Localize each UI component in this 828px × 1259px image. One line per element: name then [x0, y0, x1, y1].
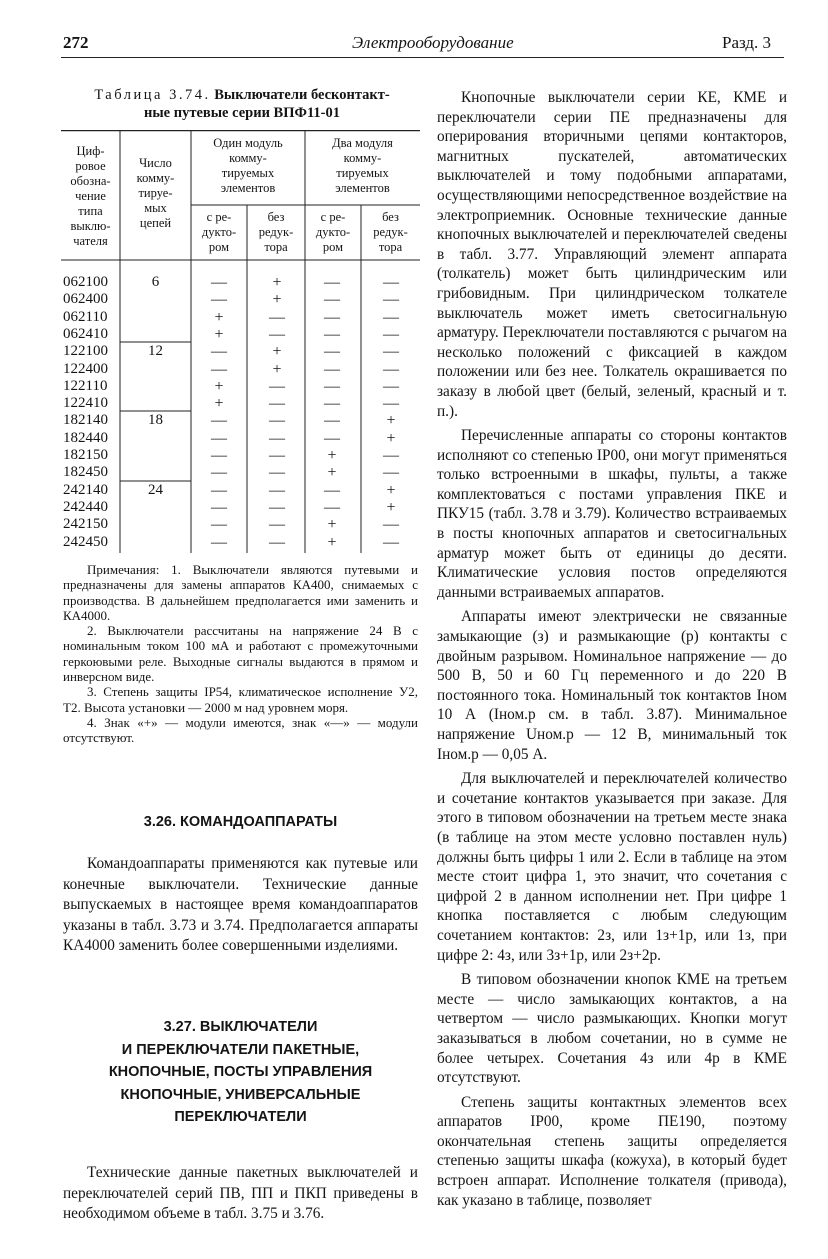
- module-present-mark: +: [272, 360, 282, 378]
- header-two-modules-line: Два модуля: [332, 136, 393, 150]
- module-present-mark: +: [386, 481, 396, 499]
- module-absent-mark: —: [269, 429, 285, 447]
- section-327-heading-line: КНОПОЧНЫЕ, ПОСТЫ УПРАВЛЕНИЯ: [108, 1064, 373, 1080]
- module-absent-mark: —: [211, 464, 227, 482]
- type-code: 122110: [63, 377, 108, 394]
- table-caption-title-2: ные путевые серии ВПФ11-01: [144, 105, 340, 121]
- module-absent-mark: —: [383, 291, 399, 309]
- module-absent-mark: —: [269, 308, 285, 326]
- header-code: [61, 144, 120, 249]
- module-absent-mark: —: [269, 498, 285, 516]
- paragraph: Аппараты имеют электрически не связанные замыкающие (з) и размыкающие (р) контакты с двойным разрывом. Номинальное напряжение — до 500 В, 50 и 60 Гц переменного и до 220 В постоянного тока. Номинальный ток контактов Iном 10 А (Iном.р см. в табл. 3.87). Минимальное напряжение Uном.р — 12 В, минимальный ток Iном.р — 0,05 А.: [437, 608, 787, 763]
- header-with-reducer-line: с ре-: [320, 210, 346, 224]
- table-caption: [66, 86, 418, 122]
- module-present-mark: +: [272, 291, 282, 309]
- module-absent-mark: —: [211, 360, 227, 378]
- module-absent-mark: —: [383, 360, 399, 378]
- module-absent-mark: —: [269, 412, 285, 430]
- module-absent-mark: —: [383, 274, 399, 291]
- module-absent-mark: —: [269, 447, 285, 464]
- type-code: 122410: [63, 395, 108, 412]
- module-absent-mark: —: [383, 377, 399, 395]
- module-present-mark: +: [214, 377, 224, 395]
- module-absent-mark: —: [211, 343, 227, 361]
- module-absent-mark: —: [211, 447, 227, 464]
- header-code-line: выклю-: [70, 219, 111, 233]
- type-code: 122100: [63, 343, 108, 360]
- module-present-mark: +: [327, 516, 337, 534]
- header-with-reducer-line: дукто-: [201, 225, 237, 239]
- section-327-heading-line: 3.27. ВЫКЛЮЧАТЕЛИ: [163, 1019, 318, 1035]
- module-absent-mark: —: [383, 395, 399, 413]
- header-count-line: цепей: [139, 216, 172, 230]
- circuit-count: 24: [148, 481, 163, 498]
- type-code: 062400: [63, 291, 108, 308]
- module-present-mark: +: [327, 533, 337, 551]
- module-absent-mark: —: [383, 516, 399, 534]
- header-with-reducer-line: дукто-: [315, 225, 351, 239]
- module-absent-mark: —: [269, 464, 285, 482]
- header-code-line: Циф-: [76, 144, 105, 158]
- module-absent-mark: —: [211, 481, 227, 499]
- module-absent-mark: —: [324, 481, 340, 499]
- paragraph: Перечисленные аппараты со стороны контактов исполняют со степенью IP00, они могут применяться только встроенными в шкафы, пульты, а также комплектоваться с постами управления ПКЕ и ПКУ15 (табл. 3.78 и 3.79). Количество встраиваемых в посты кнопочных аппаратов и светосигнальных арматур может быть от единицы до десяти. Климатические условия постов определяются данными встраиваемых аппаратов.: [437, 427, 787, 601]
- type-code: 242450: [63, 533, 108, 550]
- header-one-module-line: тируемых: [221, 166, 275, 180]
- page-number: 272: [63, 33, 89, 52]
- module-absent-mark: —: [383, 447, 399, 464]
- switch-table: [61, 130, 420, 553]
- module-absent-mark: —: [324, 325, 340, 343]
- header-without-reducer-line: без: [382, 210, 399, 224]
- header-code-line: чение: [75, 189, 106, 203]
- type-code: 182450: [63, 464, 108, 481]
- table-note: Примечания: 1. Выключатели являются путевыми и предназначены для замены аппаратов КА400, снимаемых с производства. В дальнейшем предполагается ими заменить и КА4000.: [63, 562, 418, 623]
- section-327-heading-line: ПЕРЕКЛЮЧАТЕЛИ: [174, 1109, 307, 1125]
- header-with-reducer-line: ром: [208, 240, 230, 254]
- header-with-reducer: [191, 210, 247, 255]
- module-present-mark: +: [272, 343, 282, 361]
- section-327-text: Технические данные пакетных выключателей и переключателей серий ПВ, ПП и ПКП приведены в необходимом объеме в табл. 3.75 и 3.76.: [63, 1164, 418, 1222]
- header-count-line: Число: [139, 156, 172, 170]
- header-without-reducer-line: тора: [264, 240, 288, 254]
- section-327-heading-line: КНОПОЧНЫЕ, УНИВЕРСАЛЬНЫЕ: [120, 1086, 361, 1103]
- module-present-mark: +: [386, 498, 396, 516]
- header-one-module-line: Один модуль: [213, 136, 283, 150]
- module-absent-mark: —: [269, 377, 285, 395]
- header-count: [120, 156, 191, 231]
- table-caption-title-1: Выключатели бесконтакт-: [214, 87, 390, 103]
- module-absent-mark: —: [324, 395, 340, 413]
- header-without-reducer: [361, 210, 420, 255]
- header-code-line: чателя: [73, 234, 108, 248]
- section-label: Разд. 3: [722, 33, 772, 52]
- type-code: 182140: [63, 412, 108, 429]
- module-absent-mark: —: [324, 308, 340, 326]
- module-present-mark: +: [327, 447, 337, 464]
- header-one-module-line: комму-: [229, 151, 267, 165]
- table-notes: [63, 562, 418, 746]
- module-present-mark: +: [214, 325, 224, 343]
- type-code: 182150: [63, 447, 108, 463]
- circuit-count: 12: [148, 343, 163, 360]
- running-title: Электрооборудование: [352, 33, 514, 52]
- header-two-modules: [305, 136, 420, 196]
- module-absent-mark: —: [324, 498, 340, 516]
- type-code: 062110: [63, 308, 108, 325]
- module-absent-mark: —: [211, 412, 227, 430]
- module-absent-mark: —: [269, 481, 285, 499]
- type-code: 062410: [63, 325, 108, 342]
- section-327-heading-line: И ПЕРЕКЛЮЧАТЕЛИ ПАКЕТНЫЕ,: [121, 1041, 360, 1058]
- header-code-line: ровое: [75, 159, 106, 173]
- module-absent-mark: —: [269, 533, 285, 551]
- paragraph: Степень защиты контактных элементов всех аппаратов IP00, кроме ПЕ190, поэтому окончательная степень защиты определяется степенью защиты шкафа (кожуха), в который будет встроен аппарат. Исполнение толкателя (привода), как указано в таблице, позволяет: [437, 1093, 787, 1209]
- module-absent-mark: —: [269, 516, 285, 534]
- section-326-text: Командоаппараты применяются как путевые или конечные выключатели. Технические данные выпускаемых в настоящее время командоаппаратов указаны в табл. 3.73 и 3.74. Предполагается аппараты КА4000 заменить более совершенными изделиями.: [63, 855, 418, 954]
- module-absent-mark: —: [324, 274, 340, 291]
- circuit-count: 18: [148, 412, 163, 429]
- header-code-line: типа: [78, 204, 103, 218]
- circuit-count: 6: [151, 274, 160, 290]
- header-without-reducer-line: без: [267, 210, 285, 224]
- module-absent-mark: —: [383, 325, 399, 343]
- module-absent-mark: —: [211, 516, 227, 534]
- module-absent-mark: —: [211, 291, 227, 309]
- paragraph: В типовом обозначении кнопок КМЕ на третьем месте — число замыкающих контактов, а на четвертом — число размыкающих. Кнопки могут заказываться в любом сочетании, но в сумме не более четырех. Сочетания 4з или 4р в КМЕ отсутствуют.: [437, 971, 787, 1087]
- header-with-reducer: [305, 210, 361, 255]
- module-absent-mark: —: [324, 291, 340, 309]
- module-absent-mark: —: [211, 429, 227, 447]
- header-two-modules-line: комму-: [343, 151, 382, 165]
- type-code: 062100: [63, 274, 108, 290]
- header-two-modules-line: тируемых: [336, 166, 389, 180]
- table-note: 3. Степень защиты IP54, климатическое исполнение У2, Т2. Высота установки — 2000 м над уровнем моря.: [63, 684, 418, 715]
- module-absent-mark: —: [383, 308, 399, 326]
- module-present-mark: +: [327, 464, 337, 482]
- table-caption-label: Таблица 3.74.: [94, 87, 211, 103]
- type-code: 242440: [63, 498, 108, 515]
- table-note: 4. Знак «+» — модули имеются, знак «—» — модули отсутствуют.: [63, 714, 418, 746]
- module-absent-mark: —: [383, 343, 399, 361]
- header-count-line: комму-: [136, 171, 175, 185]
- right-column: [437, 88, 787, 1210]
- header-with-reducer-line: с ре-: [206, 210, 232, 224]
- module-absent-mark: —: [269, 325, 285, 343]
- module-absent-mark: —: [211, 274, 227, 291]
- paragraph: Для выключателей и переключателей количество и сочетание контактов указывается при заказе. Для этого в типовом обозначении на третьем месте знака (в таблице на этом месте условно поставлен нуль) должны быть цифры 1 или 2. Если в таблице на этом месте стоит цифра 1, это значит, что сочетания с цифрой 2 в данном исполнении нет. При цифре 1 кнопка поставляется с любым следующим сочетанием контактов: 2з, или 1з+1р, или 1з, при цифре 2: 4з, или 3з+1р, или 2з+2р.: [437, 770, 787, 964]
- header-without-reducer-line: редук-: [373, 225, 408, 239]
- header-with-reducer-line: ром: [322, 240, 344, 254]
- header-without-reducer-line: тора: [378, 240, 403, 254]
- type-code: 122400: [63, 360, 108, 377]
- table-note: 2. Выключатели рассчитаны на напряжение 24 В с номинальным током 100 мА и работают с промежуточными геркоювыми реле. Выходные сигналы выдаются в прямом и инверсном виде.: [63, 623, 418, 685]
- type-code: 242150: [63, 516, 108, 533]
- module-absent-mark: —: [324, 343, 340, 361]
- module-absent-mark: —: [269, 395, 285, 413]
- module-absent-mark: —: [324, 412, 340, 430]
- header-count-line: тируе-: [138, 186, 173, 200]
- header-code-line: обозна-: [70, 174, 111, 188]
- module-absent-mark: —: [324, 429, 340, 447]
- type-code: 242140: [63, 481, 108, 498]
- type-code: 182440: [63, 429, 108, 446]
- module-present-mark: +: [214, 395, 224, 413]
- module-present-mark: +: [386, 412, 396, 430]
- header-one-module-line: элементов: [220, 181, 276, 195]
- module-absent-mark: —: [211, 533, 227, 551]
- header-without-reducer: [247, 210, 305, 255]
- header-two-modules-line: элементов: [335, 181, 390, 195]
- module-absent-mark: —: [324, 377, 340, 395]
- section-327-heading: [63, 1016, 418, 1129]
- module-present-mark: +: [386, 429, 396, 447]
- header-count-line: мых: [144, 201, 167, 215]
- module-absent-mark: —: [383, 464, 399, 482]
- paragraph: Кнопочные выключатели серии КЕ, КМЕ и переключатели серии ПЕ предназначены для оперирования вторичными цепями контакторов, магнитных пускателей, автоматических выключателей и тому подобными аппаратами, осуществляющими непосредственное воздействие на электроприемник. Основные технические данные кнопочных выключателей и переключателей сведены в табл. 3.77. Управляющий элемент аппарата (толкатель) может быть цилиндрическим или грибовидным. При цилиндрическом толкателе выключатель может иметь светосигнальную арматуру. Переключатели поставляются с рычагом на несколько положений с фиксацией в каждом положении или без нее. Толкатель окрашивается по заказу в любой цвет (белый, зеленый, красный и т. п.).: [437, 89, 787, 420]
- module-absent-mark: —: [324, 360, 340, 378]
- module-present-mark: +: [272, 274, 282, 291]
- header-rule: [61, 57, 784, 58]
- header-without-reducer-line: редук-: [258, 225, 294, 239]
- section-326-heading: 3.26. КОМАНДОАППАРАТЫ: [143, 814, 338, 830]
- module-absent-mark: —: [383, 533, 399, 551]
- module-absent-mark: —: [211, 498, 227, 516]
- header-one-module: [191, 136, 305, 196]
- module-present-mark: +: [214, 308, 224, 326]
